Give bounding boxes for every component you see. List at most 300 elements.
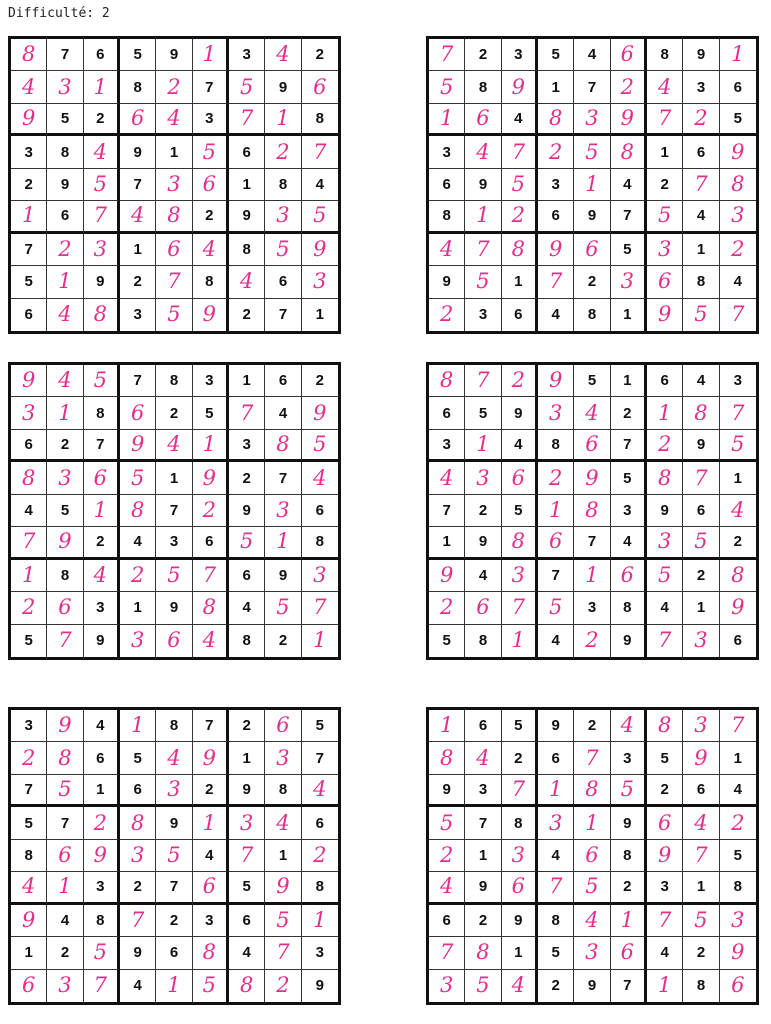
handwritten-digit-cell: 7 xyxy=(465,234,501,266)
handwritten-digit-cell: 8 xyxy=(720,169,756,201)
printed-digit-cell: 2 xyxy=(502,742,538,774)
handwritten-digit-cell: 9 xyxy=(720,592,756,624)
printed-digit-cell: 1 xyxy=(315,306,324,324)
printed-digit-cell: 4 xyxy=(265,397,301,429)
handwritten-digit-cell: 7 xyxy=(302,136,338,168)
printed-digit-cell: 3 xyxy=(229,39,265,71)
handwritten-digit-cell: 3 xyxy=(265,201,301,233)
handwritten-digit-cell: 4 xyxy=(465,742,501,774)
printed-digit-cell: 1 xyxy=(265,840,301,872)
handwritten-digit-cell: 7 xyxy=(229,840,265,872)
handwritten-digit-cell: 2 xyxy=(683,104,719,136)
printed-digit-cell: 2 xyxy=(265,625,301,657)
handwritten-digit-cell: 9 xyxy=(538,234,574,266)
printed-digit-cell: 5 xyxy=(538,937,574,969)
printed-digit-cell: 9 xyxy=(84,266,120,298)
handwritten-digit-cell: 5 xyxy=(683,905,719,937)
printed-digit-cell: 9 xyxy=(611,807,647,839)
handwritten-digit-cell: 1 xyxy=(538,775,574,807)
handwritten-digit-cell: 2 xyxy=(538,462,574,494)
printed-digit-cell: 3 xyxy=(683,71,719,103)
handwritten-digit-cell: 1 xyxy=(465,430,501,462)
handwritten-digit-cell: 6 xyxy=(47,840,83,872)
handwritten-digit-cell: 1 xyxy=(574,807,610,839)
printed-digit-cell: 5 xyxy=(538,39,574,71)
handwritten-digit-cell: 7 xyxy=(731,302,745,327)
handwritten-digit-cell: 3 xyxy=(156,169,192,201)
printed-digit-cell: 9 xyxy=(120,136,156,168)
printed-digit-cell: 5 xyxy=(720,840,756,872)
printed-digit-cell: 6 xyxy=(229,560,265,592)
handwritten-digit-cell: 7 xyxy=(502,592,538,624)
printed-digit-cell: 9 xyxy=(683,430,719,462)
printed-digit-cell: 2 xyxy=(47,937,83,969)
printed-digit-cell: 9 xyxy=(647,495,683,527)
handwritten-digit-cell: 9 xyxy=(11,104,47,136)
handwritten-digit-cell: 3 xyxy=(229,807,265,839)
printed-digit-cell: 3 xyxy=(429,136,465,168)
handwritten-digit-cell: 7 xyxy=(84,201,120,233)
printed-digit-cell: 1 xyxy=(720,462,756,494)
printed-digit-cell: 4 xyxy=(647,592,683,624)
printed-digit-cell: 3 xyxy=(11,136,47,168)
handwritten-digit-cell: 3 xyxy=(502,560,538,592)
printed-digit-cell: 2 xyxy=(84,104,120,136)
handwritten-digit-cell: 2 xyxy=(302,840,338,872)
handwritten-digit-cell: 5 xyxy=(229,71,265,103)
handwritten-digit-cell: 3 xyxy=(647,527,683,559)
printed-digit-cell: 1 xyxy=(156,136,192,168)
printed-digit-cell: 4 xyxy=(47,905,83,937)
printed-digit-cell: 3 xyxy=(647,872,683,904)
printed-digit-cell: 3 xyxy=(84,592,120,624)
printed-digit-cell: 9 xyxy=(156,39,192,71)
printed-digit-cell: 9 xyxy=(156,592,192,624)
printed-digit-cell: 7 xyxy=(611,430,647,462)
printed-digit-cell: 8 xyxy=(611,840,647,872)
handwritten-digit-cell: 6 xyxy=(574,840,610,872)
printed-digit-cell: 5 xyxy=(429,625,465,657)
handwritten-digit-cell: 5 xyxy=(193,136,229,168)
printed-digit-cell: 6 xyxy=(429,905,465,937)
handwritten-digit-cell: 1 xyxy=(574,169,610,201)
printed-digit-cell: 3 xyxy=(156,527,192,559)
printed-digit-cell: 8 xyxy=(465,71,501,103)
printed-digit-cell: 9 xyxy=(265,560,301,592)
printed-digit-cell: 4 xyxy=(120,527,156,559)
printed-digit-cell: 4 xyxy=(302,169,338,201)
printed-digit-cell: 6 xyxy=(265,266,301,298)
handwritten-digit-cell: 7 xyxy=(647,104,683,136)
printed-digit-cell: 4 xyxy=(720,266,756,298)
printed-digit-cell: 7 xyxy=(265,462,301,494)
handwritten-digit-cell: 3 xyxy=(611,266,647,298)
handwritten-digit-cell: 2 xyxy=(193,495,229,527)
handwritten-digit-cell: 3 xyxy=(720,905,756,937)
handwritten-digit-cell: 9 xyxy=(611,104,647,136)
printed-digit-cell: 3 xyxy=(193,104,229,136)
handwritten-digit-cell: 2 xyxy=(429,299,465,331)
handwritten-digit-cell: 1 xyxy=(502,625,538,657)
handwritten-digit-cell: 2 xyxy=(11,592,47,624)
printed-digit-cell: 9 xyxy=(229,201,265,233)
printed-digit-cell: 3 xyxy=(720,365,756,397)
printed-digit-cell: 8 xyxy=(11,840,47,872)
printed-digit-cell: 3 xyxy=(611,495,647,527)
handwritten-digit-cell: 5 xyxy=(538,592,574,624)
printed-digit-cell: 7 xyxy=(193,710,229,742)
handwritten-digit-cell: 7 xyxy=(47,625,83,657)
handwritten-digit-cell: 2 xyxy=(429,592,465,624)
printed-digit-cell: 1 xyxy=(502,266,538,298)
handwritten-digit-cell: 3 xyxy=(120,625,156,657)
handwritten-digit-cell: 9 xyxy=(429,560,465,592)
printed-digit-cell: 6 xyxy=(156,937,192,969)
handwritten-digit-cell: 3 xyxy=(683,710,719,742)
handwritten-digit-cell: 5 xyxy=(193,970,229,1002)
handwritten-digit-cell: 8 xyxy=(647,710,683,742)
handwritten-digit-cell: 1 xyxy=(465,201,501,233)
printed-digit-cell: 2 xyxy=(611,872,647,904)
printed-digit-cell: 7 xyxy=(465,807,501,839)
printed-digit-cell: 1 xyxy=(229,742,265,774)
printed-digit-cell: 4 xyxy=(229,592,265,624)
printed-digit-cell: 1 xyxy=(465,840,501,872)
printed-digit-cell: 2 xyxy=(229,299,265,331)
printed-digit-cell: 1 xyxy=(538,71,574,103)
handwritten-digit-cell: 8 xyxy=(720,560,756,592)
handwritten-digit-cell: 6 xyxy=(84,462,120,494)
printed-digit-cell: 6 xyxy=(733,632,742,650)
printed-digit-cell: 2 xyxy=(47,430,83,462)
handwritten-digit-cell: 1 xyxy=(720,39,756,71)
handwritten-digit-cell: 6 xyxy=(538,527,574,559)
handwritten-digit-cell: 4 xyxy=(574,905,610,937)
printed-digit-cell: 8 xyxy=(465,625,501,657)
handwritten-digit-cell: 4 xyxy=(465,136,501,168)
printed-digit-cell: 4 xyxy=(502,104,538,136)
handwritten-digit-cell: 5 xyxy=(429,71,465,103)
printed-digit-cell: 3 xyxy=(120,299,156,331)
handwritten-digit-cell: 8 xyxy=(265,430,301,462)
handwritten-digit-cell: 2 xyxy=(429,840,465,872)
handwritten-digit-cell: 5 xyxy=(611,775,647,807)
printed-digit-cell: 5 xyxy=(193,397,229,429)
printed-digit-cell: 2 xyxy=(465,905,501,937)
printed-digit-cell: 6 xyxy=(465,710,501,742)
handwritten-digit-cell: 2 xyxy=(538,136,574,168)
handwritten-digit-cell: 6 xyxy=(611,39,647,71)
handwritten-digit-cell: 3 xyxy=(574,104,610,136)
printed-digit-cell: 6 xyxy=(429,169,465,201)
printed-digit-cell: 9 xyxy=(574,201,610,233)
printed-digit-cell: 8 xyxy=(302,872,338,904)
handwritten-digit-cell: 5 xyxy=(84,169,120,201)
handwritten-digit-cell: 8 xyxy=(465,937,501,969)
handwritten-digit-cell: 7 xyxy=(720,710,756,742)
handwritten-digit-cell: 5 xyxy=(265,592,301,624)
printed-digit-cell: 9 xyxy=(465,527,501,559)
handwritten-digit-cell: 5 xyxy=(683,299,719,331)
handwritten-digit-cell: 4 xyxy=(683,807,719,839)
handwritten-digit-cell: 3 xyxy=(683,625,719,657)
handwritten-digit-cell: 4 xyxy=(429,234,465,266)
printed-digit-cell: 1 xyxy=(229,365,265,397)
handwritten-digit-cell: 5 xyxy=(156,299,192,331)
handwritten-digit-cell: 4 xyxy=(156,430,192,462)
printed-digit-cell: 6 xyxy=(84,742,120,774)
handwritten-digit-cell: 4 xyxy=(120,201,156,233)
handwritten-digit-cell: 1 xyxy=(11,201,47,233)
printed-digit-cell: 9 xyxy=(465,872,501,904)
handwritten-digit-cell: 3 xyxy=(11,397,47,429)
handwritten-digit-cell: 8 xyxy=(120,495,156,527)
printed-digit-cell: 6 xyxy=(229,136,265,168)
handwritten-digit-cell: 7 xyxy=(11,527,47,559)
handwritten-digit-cell: 9 xyxy=(502,71,538,103)
handwritten-digit-cell: 2 xyxy=(720,234,756,266)
printed-digit-cell: 1 xyxy=(683,234,719,266)
handwritten-digit-cell: 4 xyxy=(47,365,83,397)
printed-digit-cell: 4 xyxy=(647,937,683,969)
handwritten-digit-cell: 8 xyxy=(229,970,265,1002)
handwritten-digit-cell: 9 xyxy=(120,430,156,462)
handwritten-digit-cell: 5 xyxy=(647,201,683,233)
handwritten-digit-cell: 2 xyxy=(502,201,538,233)
printed-digit-cell: 5 xyxy=(720,104,756,136)
printed-digit-cell: 6 xyxy=(302,495,338,527)
handwritten-digit-cell: 5 xyxy=(683,527,719,559)
printed-digit-cell: 5 xyxy=(647,742,683,774)
handwritten-digit-cell: 4 xyxy=(156,742,192,774)
handwritten-digit-cell: 7 xyxy=(683,840,719,872)
printed-digit-cell: 8 xyxy=(538,430,574,462)
handwritten-digit-cell: 1 xyxy=(313,628,327,653)
handwritten-digit-cell: 1 xyxy=(193,430,229,462)
printed-digit-cell: 8 xyxy=(720,872,756,904)
handwritten-digit-cell: 8 xyxy=(647,462,683,494)
printed-digit-cell: 8 xyxy=(193,266,229,298)
printed-digit-cell: 9 xyxy=(229,495,265,527)
handwritten-digit-cell: 9 xyxy=(84,840,120,872)
printed-digit-cell: 6 xyxy=(11,299,47,331)
handwritten-digit-cell: 7 xyxy=(229,397,265,429)
handwritten-digit-cell: 6 xyxy=(574,430,610,462)
handwritten-digit-cell: 8 xyxy=(47,742,83,774)
handwritten-digit-cell: 3 xyxy=(265,742,301,774)
handwritten-digit-cell: 6 xyxy=(47,592,83,624)
printed-digit-cell: 5 xyxy=(302,710,338,742)
handwritten-digit-cell: 7 xyxy=(429,39,465,71)
printed-digit-cell: 7 xyxy=(265,299,301,331)
handwritten-digit-cell: 1 xyxy=(84,495,120,527)
handwritten-digit-cell: 6 xyxy=(156,234,192,266)
printed-digit-cell: 7 xyxy=(302,742,338,774)
handwritten-digit-cell: 6 xyxy=(120,104,156,136)
printed-digit-cell: 1 xyxy=(683,872,719,904)
printed-digit-cell: 7 xyxy=(120,169,156,201)
printed-digit-cell: 5 xyxy=(11,266,47,298)
handwritten-digit-cell: 4 xyxy=(429,462,465,494)
printed-digit-cell: 2 xyxy=(11,169,47,201)
handwritten-digit-cell: 6 xyxy=(465,592,501,624)
handwritten-digit-cell: 5 xyxy=(502,169,538,201)
printed-digit-cell: 4 xyxy=(683,201,719,233)
printed-digit-cell: 3 xyxy=(84,872,120,904)
printed-digit-cell: 4 xyxy=(229,937,265,969)
printed-digit-cell: 8 xyxy=(302,527,338,559)
handwritten-digit-cell: 8 xyxy=(538,104,574,136)
handwritten-digit-cell: 9 xyxy=(193,462,229,494)
handwritten-digit-cell: 8 xyxy=(502,234,538,266)
handwritten-digit-cell: 6 xyxy=(265,710,301,742)
handwritten-digit-cell: 8 xyxy=(683,397,719,429)
printed-digit-cell: 5 xyxy=(502,495,538,527)
printed-digit-cell: 3 xyxy=(11,710,47,742)
handwritten-digit-cell: 7 xyxy=(538,872,574,904)
handwritten-digit-cell: 7 xyxy=(720,397,756,429)
handwritten-digit-cell: 8 xyxy=(193,592,229,624)
sudoku-grid-6 xyxy=(426,707,759,1005)
printed-digit-cell: 3 xyxy=(193,905,229,937)
printed-digit-cell: 2 xyxy=(229,462,265,494)
handwritten-digit-cell: 9 xyxy=(47,710,83,742)
handwritten-digit-cell: 7 xyxy=(683,169,719,201)
printed-digit-cell: 5 xyxy=(11,807,47,839)
printed-digit-cell: 2 xyxy=(647,775,683,807)
handwritten-digit-cell: 8 xyxy=(574,775,610,807)
handwritten-digit-cell: 3 xyxy=(720,201,756,233)
handwritten-digit-cell: 3 xyxy=(465,462,501,494)
handwritten-digit-cell: 9 xyxy=(720,136,756,168)
printed-digit-cell: 3 xyxy=(465,775,501,807)
printed-digit-cell: 1 xyxy=(647,136,683,168)
handwritten-digit-cell: 9 xyxy=(47,527,83,559)
printed-digit-cell: 9 xyxy=(315,977,324,995)
printed-digit-cell: 8 xyxy=(265,775,301,807)
handwritten-digit-cell: 3 xyxy=(502,840,538,872)
handwritten-digit-cell: 2 xyxy=(574,625,610,657)
handwritten-digit-cell: 5 xyxy=(465,970,501,1002)
printed-digit-cell: 1 xyxy=(720,742,756,774)
printed-digit-cell: 9 xyxy=(683,39,719,71)
printed-digit-cell: 2 xyxy=(193,775,229,807)
printed-digit-cell: 6 xyxy=(429,397,465,429)
handwritten-digit-cell: 3 xyxy=(538,397,574,429)
handwritten-digit-cell: 7 xyxy=(683,462,719,494)
handwritten-digit-cell: 4 xyxy=(302,462,338,494)
sudoku-grid-2 xyxy=(426,36,759,334)
handwritten-digit-cell: 6 xyxy=(302,71,338,103)
handwritten-digit-cell: 8 xyxy=(574,495,610,527)
handwritten-digit-cell: 7 xyxy=(538,266,574,298)
printed-digit-cell: 8 xyxy=(229,234,265,266)
handwritten-digit-cell: 7 xyxy=(465,365,501,397)
handwritten-digit-cell: 8 xyxy=(502,527,538,559)
handwritten-digit-cell: 8 xyxy=(611,136,647,168)
handwritten-digit-cell: 1 xyxy=(611,905,647,937)
handwritten-digit-cell: 7 xyxy=(229,104,265,136)
printed-digit-cell: 3 xyxy=(229,430,265,462)
printed-digit-cell: 1 xyxy=(11,937,47,969)
handwritten-digit-cell: 5 xyxy=(720,430,756,462)
handwritten-digit-cell: 7 xyxy=(647,905,683,937)
printed-digit-cell: 4 xyxy=(11,495,47,527)
handwritten-digit-cell: 9 xyxy=(683,742,719,774)
printed-digit-cell: 9 xyxy=(465,169,501,201)
printed-digit-cell: 2 xyxy=(302,39,338,71)
handwritten-digit-cell: 3 xyxy=(47,970,83,1002)
handwritten-digit-cell: 4 xyxy=(193,234,229,266)
handwritten-digit-cell: 4 xyxy=(229,266,265,298)
handwritten-digit-cell: 7 xyxy=(84,970,120,1002)
handwritten-digit-cell: 7 xyxy=(302,592,338,624)
handwritten-digit-cell: 4 xyxy=(302,775,338,807)
printed-digit-cell: 1 xyxy=(120,592,156,624)
handwritten-digit-cell: 7 xyxy=(502,136,538,168)
sudoku-grid-4 xyxy=(426,362,759,660)
printed-digit-cell: 9 xyxy=(611,625,647,657)
printed-digit-cell: 7 xyxy=(11,775,47,807)
printed-digit-cell: 8 xyxy=(683,970,719,1002)
handwritten-digit-cell: 4 xyxy=(265,39,301,71)
handwritten-digit-cell: 4 xyxy=(574,397,610,429)
handwritten-digit-cell: 3 xyxy=(47,462,83,494)
handwritten-digit-cell: 3 xyxy=(84,234,120,266)
handwritten-digit-cell: 8 xyxy=(193,937,229,969)
printed-digit-cell: 2 xyxy=(193,201,229,233)
printed-digit-cell: 7 xyxy=(429,495,465,527)
printed-digit-cell: 4 xyxy=(120,970,156,1002)
printed-digit-cell: 4 xyxy=(574,39,610,71)
printed-digit-cell: 5 xyxy=(465,397,501,429)
printed-digit-cell: 2 xyxy=(229,710,265,742)
handwritten-digit-cell: 2 xyxy=(265,970,301,1002)
handwritten-digit-cell: 3 xyxy=(156,775,192,807)
printed-digit-cell: 6 xyxy=(683,136,719,168)
printed-digit-cell: 2 xyxy=(120,266,156,298)
printed-digit-cell: 9 xyxy=(84,625,120,657)
handwritten-digit-cell: 1 xyxy=(156,970,192,1002)
handwritten-digit-cell: 2 xyxy=(720,807,756,839)
printed-digit-cell: 7 xyxy=(120,365,156,397)
printed-digit-cell: 3 xyxy=(193,365,229,397)
printed-digit-cell: 4 xyxy=(538,299,574,331)
handwritten-digit-cell: 4 xyxy=(84,136,120,168)
handwritten-digit-cell: 4 xyxy=(720,495,756,527)
handwritten-digit-cell: 9 xyxy=(574,462,610,494)
printed-digit-cell: 4 xyxy=(683,365,719,397)
printed-digit-cell: 4 xyxy=(538,625,574,657)
handwritten-digit-cell: 7 xyxy=(193,560,229,592)
printed-digit-cell: 4 xyxy=(193,840,229,872)
handwritten-digit-cell: 5 xyxy=(84,365,120,397)
handwritten-digit-cell: 2 xyxy=(11,742,47,774)
handwritten-digit-cell: 4 xyxy=(156,104,192,136)
printed-digit-cell: 3 xyxy=(465,299,501,331)
printed-digit-cell: 6 xyxy=(11,430,47,462)
printed-digit-cell: 7 xyxy=(156,495,192,527)
printed-digit-cell: 4 xyxy=(720,775,756,807)
printed-digit-cell: 7 xyxy=(574,71,610,103)
printed-digit-cell: 6 xyxy=(538,742,574,774)
printed-digit-cell: 4 xyxy=(611,169,647,201)
handwritten-digit-cell: 1 xyxy=(429,104,465,136)
printed-digit-cell: 6 xyxy=(120,775,156,807)
printed-digit-cell: 2 xyxy=(156,397,192,429)
printed-digit-cell: 2 xyxy=(302,365,338,397)
printed-digit-cell: 7 xyxy=(11,234,47,266)
